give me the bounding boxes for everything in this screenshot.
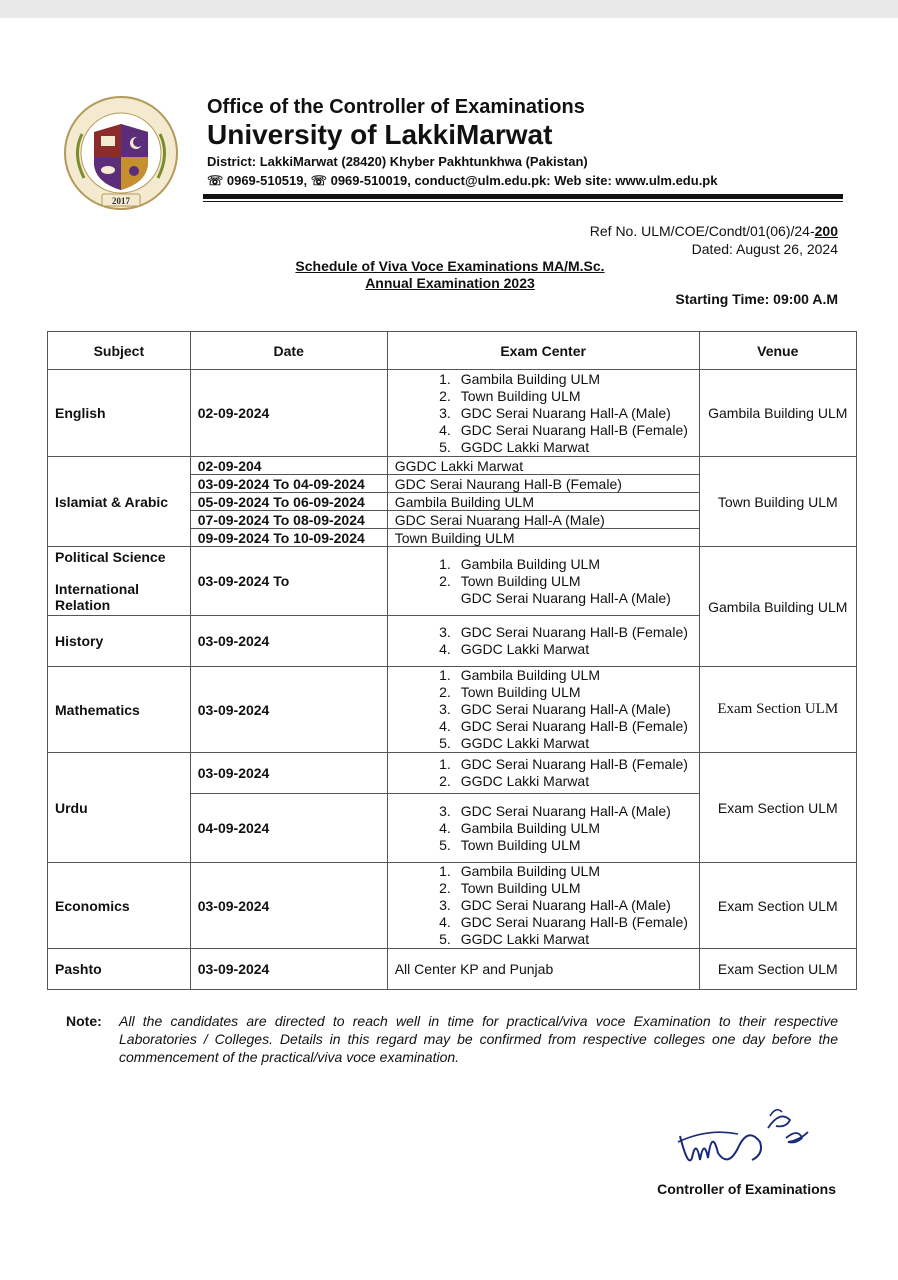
ref-date: Dated: August 26, 2024 <box>691 241 838 257</box>
date-cell: 03-09-2024 <box>190 753 387 794</box>
list-item: 4. GDC Serai Nuarang Hall-B (Female) <box>455 914 692 931</box>
subject-cell <box>48 547 191 616</box>
table-header-row <box>48 332 857 370</box>
date-cell: 03-09-2024 <box>190 667 387 753</box>
subject-international-relation: International Relation <box>55 581 140 613</box>
date-cell: 03-09-2024 <box>190 863 387 949</box>
center-cell <box>387 370 699 457</box>
signature-title: Controller of Examinations <box>657 1181 836 1197</box>
list-item: 5. Town Building ULM <box>455 837 692 854</box>
list-item: 3. GDC Serai Nuarang Hall-A (Male) <box>455 405 692 422</box>
venue-cell: Exam Section ULM <box>699 949 856 990</box>
list-item: GDC Serai Nuarang Hall-A (Male) <box>460 589 671 606</box>
venue-cell: Town Building ULM <box>699 457 856 547</box>
document-title <box>240 258 660 292</box>
list-item: 5. GGDC Lakki Marwat <box>455 439 692 456</box>
table-row <box>48 949 857 990</box>
list-item: 4. Gambila Building ULM <box>455 820 692 837</box>
header-date: Date <box>190 332 387 370</box>
center-cell: All Center KP and Punjab <box>387 949 699 990</box>
subject-cell: Islamiat & Arabic <box>48 457 191 547</box>
list-item: 1. GDC Serai Nuarang Hall-B (Female) <box>455 756 692 773</box>
header-exam-center: Exam Center <box>387 332 699 370</box>
center-cell: GGDC Lakki Marwat <box>387 457 699 475</box>
list-item: 1. Gambila Building ULM <box>455 556 692 573</box>
date-cell: 02-09-204 <box>190 457 387 475</box>
note-block <box>66 1012 838 1066</box>
date-cell: 02-09-2024 <box>190 370 387 457</box>
table-row <box>48 547 857 616</box>
university-logo <box>62 94 180 212</box>
subject-cell: English <box>48 370 191 457</box>
venue-cell: Exam Section ULM <box>699 753 856 863</box>
list-item: 2. Town Building ULM <box>455 388 692 405</box>
ref-number: 200 <box>814 223 838 239</box>
venue-cell: Exam Section ULM <box>699 667 856 753</box>
list-item: 4. GDC Serai Nuarang Hall-B (Female) <box>455 422 692 439</box>
subject-cell: Urdu <box>48 753 191 863</box>
list-item: 1. Gambila Building ULM <box>455 667 692 684</box>
list-item: 2. Town Building ULM <box>455 880 692 897</box>
table-row <box>48 863 857 949</box>
subject-political-science: Political Science <box>55 549 166 565</box>
list-item: 5. GGDC Lakki Marwat <box>455 735 692 752</box>
table-row <box>48 667 857 753</box>
table-row <box>48 370 857 457</box>
list-item: 2. Town Building ULM <box>455 573 692 590</box>
contact-line: ☏ 0969-510519, ☏ 0969-510019, conduct@ulm.edu.pk: Web site: www.ulm.edu.pk <box>207 173 718 188</box>
date-cell: 03-09-2024 To 04-09-2024 <box>190 475 387 493</box>
table-row <box>48 457 857 475</box>
list-item: 4. GDC Serai Nuarang Hall-B (Female) <box>455 718 692 735</box>
list-item: 3. GDC Serai Nuarang Hall-B (Female) <box>455 624 692 641</box>
subject-cell: History <box>48 616 191 667</box>
center-cell: GDC Serai Naurang Hall-B (Female) <box>387 475 699 493</box>
center-cell <box>387 667 699 753</box>
ref-prefix: Ref No. ULM/COE/Condt/01(06)/24- <box>589 223 815 239</box>
list-item: 1. Gambila Building ULM <box>455 371 692 388</box>
venue-cell: Exam Section ULM <box>699 863 856 949</box>
starting-time: Starting Time: 09:00 A.M <box>675 291 838 307</box>
date-cell: 03-09-2024 To <box>190 547 387 616</box>
list-item: 3. GDC Serai Nuarang Hall-A (Male) <box>455 701 692 718</box>
header-venue: Venue <box>699 332 856 370</box>
reference-block <box>590 222 838 258</box>
header-rule-thin <box>203 201 843 202</box>
list-item: 4. GGDC Lakki Marwat <box>455 641 692 658</box>
center-cell <box>387 753 699 794</box>
list-item: 3. GDC Serai Nuarang Hall-A (Male) <box>455 803 692 820</box>
table-row <box>48 753 857 794</box>
logo-year: 2017 <box>112 196 130 206</box>
center-cell <box>387 794 699 863</box>
list-item: 2. GGDC Lakki Marwat <box>455 773 692 790</box>
header-rule-thick <box>203 194 843 199</box>
top-bar <box>0 0 898 18</box>
center-cell: Town Building ULM <box>387 529 699 547</box>
center-cell <box>387 547 699 616</box>
date-cell: 07-09-2024 To 08-09-2024 <box>190 511 387 529</box>
center-cell: GDC Serai Nuarang Hall-A (Male) <box>387 511 699 529</box>
list-item: 5. GGDC Lakki Marwat <box>455 931 692 948</box>
center-cell <box>387 616 699 667</box>
date-cell: 05-09-2024 To 06-09-2024 <box>190 493 387 511</box>
signature-image <box>668 1098 818 1180</box>
date-cell: 09-09-2024 To 10-09-2024 <box>190 529 387 547</box>
note-label: Note: <box>66 1013 102 1029</box>
center-cell: Gambila Building ULM <box>387 493 699 511</box>
subject-cell: Pashto <box>48 949 191 990</box>
venue-cell: Gambila Building ULM <box>699 547 856 667</box>
venue-cell: Gambila Building ULM <box>699 370 856 457</box>
header-subject: Subject <box>48 332 191 370</box>
title-line-2: Annual Examination 2023 <box>365 275 535 291</box>
center-cell <box>387 863 699 949</box>
title-line-1: Schedule of Viva Voce Examinations MA/M.Sc. <box>295 258 605 274</box>
schedule-table <box>47 331 857 990</box>
university-name: University of LakkiMarwat <box>207 119 553 150</box>
date-cell: 03-09-2024 <box>190 949 387 990</box>
list-item: 1. Gambila Building ULM <box>455 863 692 880</box>
letterhead <box>207 95 847 190</box>
subject-cell: Mathematics <box>48 667 191 753</box>
office-name: Office of the Controller of Examinations <box>207 96 585 118</box>
subject-cell: Economics <box>48 863 191 949</box>
date-cell: 03-09-2024 <box>190 616 387 667</box>
list-item: 2. Town Building ULM <box>455 684 692 701</box>
list-item: 3. GDC Serai Nuarang Hall-A (Male) <box>455 897 692 914</box>
note-text: All the candidates are directed to reach well in time for practical/viva voce Examination to their respective Laboratories / Colleges. Details in this regard may be confirmed from respective colleges one day before the commencement of the practical/viva voce examination. <box>119 1013 838 1065</box>
date-cell: 04-09-2024 <box>190 794 387 863</box>
district-line: District: LakkiMarwat (28420) Khyber Pakhtunkhwa (Pakistan) <box>207 154 588 169</box>
